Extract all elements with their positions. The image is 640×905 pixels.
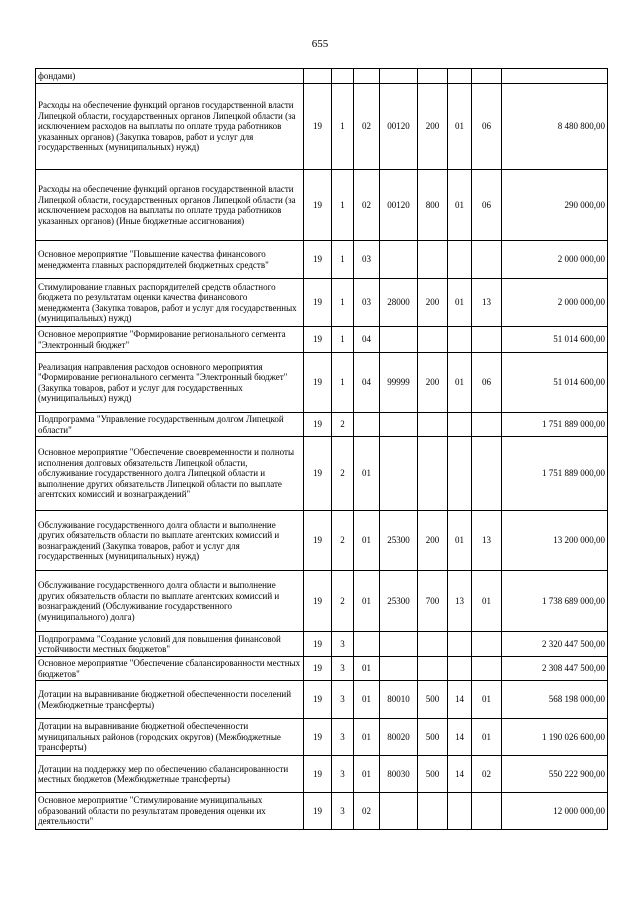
row-pp-cell: 02 — [354, 84, 380, 170]
row-cs-cell — [380, 241, 418, 279]
table-row — [36, 327, 608, 353]
row-rz-cell — [448, 657, 472, 681]
row-sp-cell: 3 — [332, 719, 354, 756]
row-gr-cell: 19 — [304, 657, 332, 681]
row-gr-cell: 19 — [304, 353, 332, 413]
budget-table — [35, 68, 608, 830]
row-vr-cell: 500 — [418, 719, 448, 756]
row-gr-cell — [304, 69, 332, 84]
table-row — [36, 413, 608, 437]
row-rz-cell — [448, 69, 472, 84]
row-pp-cell: 02 — [354, 170, 380, 241]
row-prz-cell — [472, 241, 502, 279]
row-amount-cell: 1 738 689 000,00 — [502, 571, 608, 632]
row-rz-cell — [448, 632, 472, 657]
row-name-cell: Подпрограмма "Создание условий для повышения финансовой устойчивости местных бюджетов" — [36, 632, 304, 657]
row-name-cell: Расходы на обеспечение функций органов государственной власти Липецкой области, государственных органов Липецкой области (за исключением расходов на выплаты по оплате труда работников указанных органов) (Закупка товаров, работ и услуг для государственных (муниципальных) нужд) — [36, 84, 304, 170]
table-row — [36, 69, 608, 84]
row-prz-cell — [472, 657, 502, 681]
row-pp-cell: 01 — [354, 681, 380, 719]
row-cs-cell: 28000 — [380, 279, 418, 327]
table-row — [36, 437, 608, 511]
row-prz-cell: 02 — [472, 756, 502, 793]
row-amount-cell: 2 000 000,00 — [502, 279, 608, 327]
row-rz-cell — [448, 241, 472, 279]
row-gr-cell: 19 — [304, 170, 332, 241]
page-number: 655 — [311, 38, 329, 50]
row-cs-cell: 00120 — [380, 170, 418, 241]
row-amount-cell: 2 320 447 500,00 — [502, 632, 608, 657]
row-amount-cell: 568 198 000,00 — [502, 681, 608, 719]
row-cs-cell — [380, 437, 418, 511]
row-pp-cell — [354, 632, 380, 657]
row-gr-cell: 19 — [304, 413, 332, 437]
row-sp-cell: 3 — [332, 681, 354, 719]
row-gr-cell: 19 — [304, 793, 332, 830]
row-sp-cell: 1 — [332, 327, 354, 353]
row-cs-cell: 80020 — [380, 719, 418, 756]
row-pp-cell: 01 — [354, 719, 380, 756]
row-vr-cell: 500 — [418, 681, 448, 719]
row-vr-cell — [418, 69, 448, 84]
row-rz-cell: 01 — [448, 353, 472, 413]
row-name-cell: Обслуживание государственного долга области и выполнение других обязательств области по выплате агентских комиссий и вознаграждений (Закупка товаров, работ и услуг для государственных (муниципальных) нужд) — [36, 511, 304, 571]
row-cs-cell — [380, 413, 418, 437]
row-prz-cell: 13 — [472, 511, 502, 571]
row-gr-cell: 19 — [304, 719, 332, 756]
row-cs-cell: 99999 — [380, 353, 418, 413]
row-cs-cell: 25300 — [380, 511, 418, 571]
row-name-cell: Дотации на выравнивание бюджетной обеспеченности поселений (Межбюджетные трансферты) — [36, 681, 304, 719]
row-gr-cell: 19 — [304, 84, 332, 170]
table-row — [36, 756, 608, 793]
row-cs-cell — [380, 793, 418, 830]
row-amount-cell: 2 308 447 500,00 — [502, 657, 608, 681]
row-vr-cell — [418, 437, 448, 511]
row-gr-cell: 19 — [304, 327, 332, 353]
row-pp-cell: 04 — [354, 353, 380, 413]
row-sp-cell: 2 — [332, 571, 354, 632]
row-sp-cell: 3 — [332, 756, 354, 793]
row-amount-cell: 2 000 000,00 — [502, 241, 608, 279]
row-name-cell: Основное мероприятие "Обеспечение своевременности и полноты исполнения долговых обязательств Липецкой области, обслуживание государственного долга Липецкой области и выполнение других обязательств Липецкой области по выплате агентских комиссий и вознаграждений" — [36, 437, 304, 511]
row-prz-cell — [472, 413, 502, 437]
row-sp-cell: 3 — [332, 657, 354, 681]
row-vr-cell: 700 — [418, 571, 448, 632]
row-amount-cell: 13 200 000,00 — [502, 511, 608, 571]
row-gr-cell: 19 — [304, 632, 332, 657]
table-row — [36, 632, 608, 657]
row-pp-cell: 01 — [354, 657, 380, 681]
row-sp-cell: 1 — [332, 84, 354, 170]
row-prz-cell — [472, 69, 502, 84]
row-gr-cell: 19 — [304, 756, 332, 793]
row-vr-cell: 200 — [418, 353, 448, 413]
row-amount-cell: 51 014 600,00 — [502, 327, 608, 353]
table-row — [36, 241, 608, 279]
row-cs-cell — [380, 657, 418, 681]
row-pp-cell: 01 — [354, 571, 380, 632]
row-rz-cell: 13 — [448, 571, 472, 632]
row-vr-cell — [418, 413, 448, 437]
row-rz-cell — [448, 793, 472, 830]
row-prz-cell: 06 — [472, 84, 502, 170]
row-pp-cell: 04 — [354, 327, 380, 353]
row-name-cell: фондами) — [36, 69, 304, 84]
row-rz-cell: 01 — [448, 511, 472, 571]
row-prz-cell: 01 — [472, 719, 502, 756]
row-pp-cell: 03 — [354, 279, 380, 327]
row-name-cell: Основное мероприятие "Стимулирование муниципальных образований области по результатам проведения оценки их деятельности" — [36, 793, 304, 830]
row-rz-cell: 14 — [448, 719, 472, 756]
row-sp-cell — [332, 69, 354, 84]
table-row — [36, 681, 608, 719]
row-sp-cell: 2 — [332, 437, 354, 511]
row-vr-cell: 500 — [418, 756, 448, 793]
row-rz-cell: 01 — [448, 279, 472, 327]
row-amount-cell: 51 014 600,00 — [502, 353, 608, 413]
row-rz-cell — [448, 413, 472, 437]
row-name-cell: Стимулирование главных распорядителей средств областного бюджета по результатам оценки качества финансового менеджмента (Закупка товаров, работ и услуг для государственных (муниципальных) нужд) — [36, 279, 304, 327]
row-gr-cell: 19 — [304, 571, 332, 632]
row-cs-cell: 80010 — [380, 681, 418, 719]
row-prz-cell: 06 — [472, 353, 502, 413]
row-cs-cell: 00120 — [380, 84, 418, 170]
row-pp-cell: 01 — [354, 511, 380, 571]
row-prz-cell — [472, 793, 502, 830]
row-vr-cell — [418, 327, 448, 353]
row-sp-cell: 3 — [332, 793, 354, 830]
row-amount-cell — [502, 69, 608, 84]
row-pp-cell: 03 — [354, 241, 380, 279]
row-rz-cell: 01 — [448, 84, 472, 170]
table-row — [36, 657, 608, 681]
row-rz-cell: 01 — [448, 170, 472, 241]
row-vr-cell: 200 — [418, 84, 448, 170]
row-name-cell: Основное мероприятие "Повышение качества финансового менеджмента главных распорядителей бюджетных средств" — [36, 241, 304, 279]
row-prz-cell: 01 — [472, 571, 502, 632]
row-vr-cell: 800 — [418, 170, 448, 241]
row-amount-cell: 8 480 800,00 — [502, 84, 608, 170]
row-pp-cell: 01 — [354, 437, 380, 511]
row-prz-cell: 01 — [472, 681, 502, 719]
row-gr-cell: 19 — [304, 681, 332, 719]
budget-table-body — [36, 69, 608, 830]
row-name-cell: Обслуживание государственного долга области и выполнение других обязательств области по выплате агентских комиссий и вознаграждений (Обслуживание государственного (муниципального) долга) — [36, 571, 304, 632]
row-prz-cell — [472, 632, 502, 657]
row-rz-cell — [448, 327, 472, 353]
row-vr-cell — [418, 657, 448, 681]
row-pp-cell — [354, 69, 380, 84]
row-gr-cell: 19 — [304, 279, 332, 327]
row-pp-cell — [354, 413, 380, 437]
row-name-cell: Реализация направления расходов основного мероприятия "Формирование регионального сегмента "Электронный бюджет" (Закупка товаров, работ и услуг для государственных (муниципальных) нужд) — [36, 353, 304, 413]
row-cs-cell: 80030 — [380, 756, 418, 793]
row-amount-cell: 290 000,00 — [502, 170, 608, 241]
row-sp-cell: 3 — [332, 632, 354, 657]
row-gr-cell: 19 — [304, 511, 332, 571]
row-name-cell: Подпрограмма "Управление государственным долгом Липецкой области" — [36, 413, 304, 437]
row-vr-cell: 200 — [418, 511, 448, 571]
row-name-cell: Дотации на выравнивание бюджетной обеспеченности муниципальных районов (городских округов) (Межбюджетные трансферты) — [36, 719, 304, 756]
row-prz-cell: 13 — [472, 279, 502, 327]
row-rz-cell: 14 — [448, 756, 472, 793]
row-sp-cell: 1 — [332, 279, 354, 327]
row-gr-cell: 19 — [304, 437, 332, 511]
table-row — [36, 511, 608, 571]
row-cs-cell — [380, 327, 418, 353]
row-rz-cell: 14 — [448, 681, 472, 719]
table-row — [36, 719, 608, 756]
table-row — [36, 793, 608, 830]
row-name-cell: Основное мероприятие "Обеспечение сбалансированности местных бюджетов" — [36, 657, 304, 681]
row-prz-cell: 06 — [472, 170, 502, 241]
row-sp-cell: 1 — [332, 353, 354, 413]
row-rz-cell — [448, 437, 472, 511]
row-cs-cell: 25300 — [380, 571, 418, 632]
row-name-cell: Дотации на поддержку мер по обеспечению сбалансированности местных бюджетов (Межбюджетные трансферты) — [36, 756, 304, 793]
table-row — [36, 279, 608, 327]
row-gr-cell: 19 — [304, 241, 332, 279]
row-prz-cell — [472, 437, 502, 511]
table-row — [36, 571, 608, 632]
row-vr-cell: 200 — [418, 279, 448, 327]
row-pp-cell: 02 — [354, 793, 380, 830]
row-cs-cell — [380, 69, 418, 84]
table-row — [36, 353, 608, 413]
row-sp-cell: 2 — [332, 511, 354, 571]
row-pp-cell: 01 — [354, 756, 380, 793]
row-sp-cell: 1 — [332, 241, 354, 279]
row-prz-cell — [472, 327, 502, 353]
row-name-cell: Основное мероприятие "Формирование регионального сегмента "Электронный бюджет" — [36, 327, 304, 353]
row-amount-cell: 1 751 889 000,00 — [502, 437, 608, 511]
row-amount-cell: 12 000 000,00 — [502, 793, 608, 830]
table-row — [36, 170, 608, 241]
row-sp-cell: 2 — [332, 413, 354, 437]
row-amount-cell: 1 751 889 000,00 — [502, 413, 608, 437]
row-vr-cell — [418, 793, 448, 830]
row-vr-cell — [418, 632, 448, 657]
row-cs-cell — [380, 632, 418, 657]
row-sp-cell: 1 — [332, 170, 354, 241]
row-amount-cell: 550 222 900,00 — [502, 756, 608, 793]
row-amount-cell: 1 190 026 600,00 — [502, 719, 608, 756]
table-row — [36, 84, 608, 170]
row-vr-cell — [418, 241, 448, 279]
row-name-cell: Расходы на обеспечение функций органов государственной власти Липецкой области, государственных органов Липецкой области (за исключением расходов на выплаты по оплате труда работников указанных органов) (Иные бюджетные ассигнования) — [36, 170, 304, 241]
